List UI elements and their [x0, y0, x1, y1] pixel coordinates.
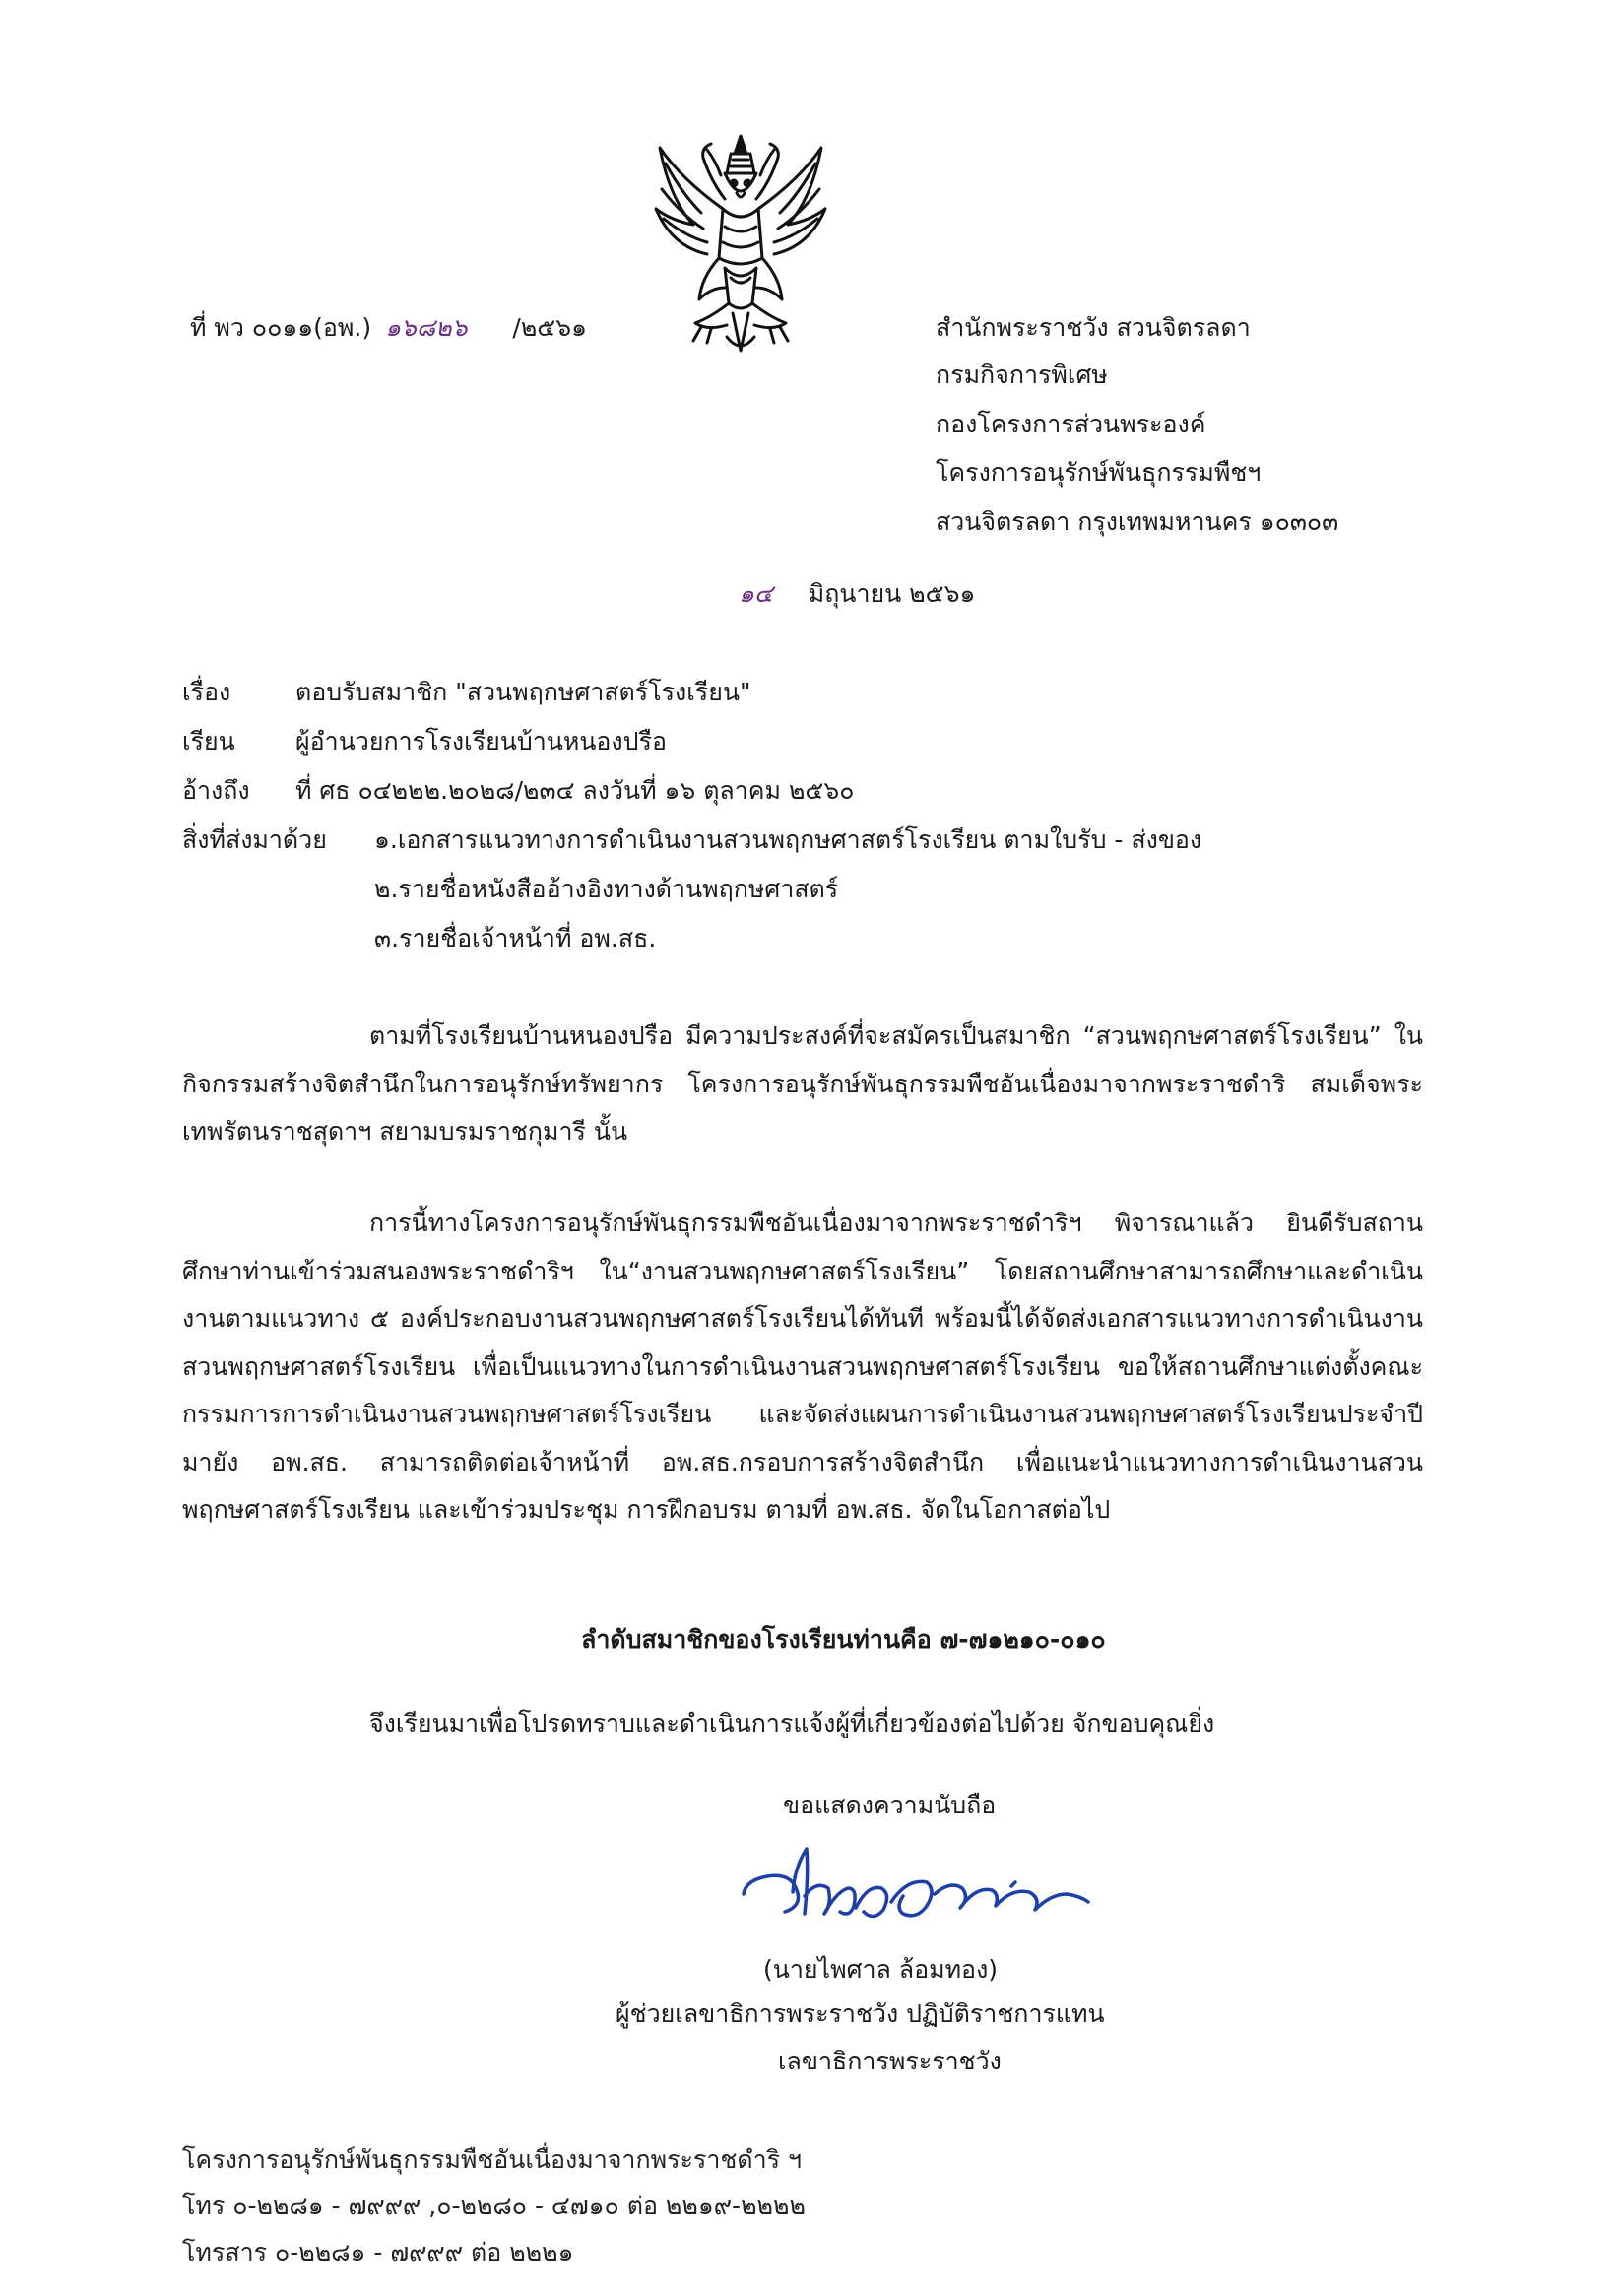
- doc-number-handwritten: ๑๖๘๒๖: [385, 313, 468, 342]
- document-date: [739, 579, 975, 609]
- enclosure-item: ๓.รายชื่อเจ้าหน้าที่ อพ.สธ.: [374, 924, 657, 952]
- footer-phone: โทร ๐-๒๒๘๑ - ๗๙๙๙ ,๐-๒๒๘๐ - ๔๗๑๐ ต่อ ๒๒๑๙-๒๒๒๒: [182, 2192, 806, 2220]
- paragraph-1-text: ตามที่โรงเรียนบ้านหนองปรือ มีความประสงค์ที่จะสมัครเป็นสมาชิก “สวนพฤกษศาสตร์โรงเรียน” ในกิจกรรมสร้างจิตสำนึกในการอนุรักษ์ทรัพยากร โครงการอนุรักษ์พันธุกรรมพืชอันเนื่องมาจากพระราชดำริ สมเด็จพระเทพรัตนราชสุดาฯ สยามบรมราชกุมารี นั้น: [182, 1021, 1423, 1146]
- subject-label: เรื่อง: [182, 678, 231, 706]
- signer-title-line2: เลขาธิการพระราชวัง: [778, 2047, 1002, 2075]
- date-day-handwritten: ๑๔: [739, 579, 773, 608]
- reference-text: ที่ ศธ ๐๔๒๒๒.๒๐๒๘/๒๓๔ ลงวันที่ ๑๖ ตุลาคม ๒๕๖๐: [295, 776, 855, 805]
- enclosure-item: ๒.รายชื่อหนังสืออ้างอิงทางด้านพฤกษศาสตร์: [374, 875, 839, 903]
- document-number: [190, 313, 587, 343]
- footer-fax: โทรสาร ๐-๒๒๘๑ - ๗๙๙๙ ต่อ ๒๒๒๑: [182, 2238, 574, 2266]
- address-line: กองโครงการส่วนพระองค์: [936, 410, 1206, 438]
- address-line: กรมกิจการพิเศษ: [936, 361, 1108, 389]
- handwritten-signature: [734, 1837, 1098, 1955]
- signer-title-line1: ผู้ช่วยเลขาธิการพระราชวัง ปฏิบัติราชการแทน: [616, 2000, 1105, 2028]
- enclosure-label: สิ่งที่ส่งมาด้วย: [182, 825, 327, 854]
- to-text: ผู้อำนวยการโรงเรียนบ้านหนองปรือ: [295, 727, 667, 755]
- date-month-year: มิถุนายน ๒๕๖๑: [808, 579, 976, 608]
- signer-name: (นายไพศาล ล้อมทอง): [763, 1955, 999, 1984]
- body-paragraph-2: [182, 1200, 1423, 1535]
- to-label: เรียน: [182, 727, 235, 755]
- member-number: ลำดับสมาชิกของโรงเรียนท่านคือ ๗-๗๑๒๑๐-๐๑๐: [581, 1625, 1106, 1654]
- garuda-emblem: [642, 130, 839, 357]
- footer-org: โครงการอนุรักษ์พันธุกรรมพืชอันเนื่องมาจากพระราชดำริ ฯ: [182, 2145, 803, 2174]
- paragraph-2-text: การนี้ทางโครงการอนุรักษ์พันธุกรรมพืชอันเนื่องมาจากพระราชดำริฯ พิจารณาแล้ว ยินดีรับสถานศึกษาท่านเข้าร่วมสนองพระราชดำริฯ ใน“งานสวนพฤกษศาสตร์โรงเรียน” โดยสถานศึกษาสามารถศึกษาและดำเนินงานตามแนวทาง ๕ องค์ประกอบงานสวนพฤกษศาสตร์โรงเรียนได้ทันที พร้อมนี้ได้จัดส่งเอกสารแนวทางการดำเนินงานสวนพฤกษศาสตร์โรงเรียน เพื่อเป็นแนวทางในการดำเนินงานสวนพฤกษศาสตร์โรงเรียน ขอให้สถานศึกษาแต่งตั้งคณะกรรมการการดำเนินงานสวนพฤกษศาสตร์โรงเรียน และจัดส่งแผนการดำเนินงานสวนพฤกษศาสตร์โรงเรียนประจำปี มายัง อพ.สธ. สามารถติดต่อเจ้าหน้าที่ อพ.สธ.กรอบการสร้างจิตสำนึก เพื่อแนะนำแนวทางการดำเนินงานสวนพฤกษศาสตร์โรงเรียน และเข้าร่วมประชุม การฝึกอบรม ตามที่ อพ.สธ. จัดในโอกาสต่อไป: [182, 1209, 1423, 1524]
- address-line: สำนักพระราชวัง สวนจิตรลดา: [936, 313, 1251, 342]
- enclosure-item: ๑.เอกสารแนวทางการดำเนินงานสวนพฤกษศาสตร์โรงเรียน ตามใบรับ - ส่งของ: [374, 825, 1202, 854]
- reference-label: อ้างถึง: [182, 776, 250, 805]
- doc-number-prefix: ที่ พว ๐๐๑๑(อพ.): [190, 313, 372, 342]
- salutation: ขอแสดงความนับถือ: [783, 1791, 997, 1819]
- doc-number-suffix: /๒๕๖๑: [512, 313, 587, 342]
- address-line: สวนจิตรลดา กรุงเทพมหานคร ๑๐๓๐๓: [936, 507, 1339, 536]
- closing-sentence: จึงเรียนมาเพื่อโปรดทราบและดำเนินการแจ้งผู้ที่เกี่ยวข้องต่อไปด้วย จักขอบคุณยิ่ง: [369, 1709, 1215, 1738]
- address-line: โครงการอนุรักษ์พันธุกรรมพืชฯ: [936, 458, 1262, 487]
- subject-text: ตอบรับสมาชิก "สวนพฤกษศาสตร์โรงเรียน": [295, 678, 751, 706]
- body-paragraph-1: [182, 1013, 1423, 1156]
